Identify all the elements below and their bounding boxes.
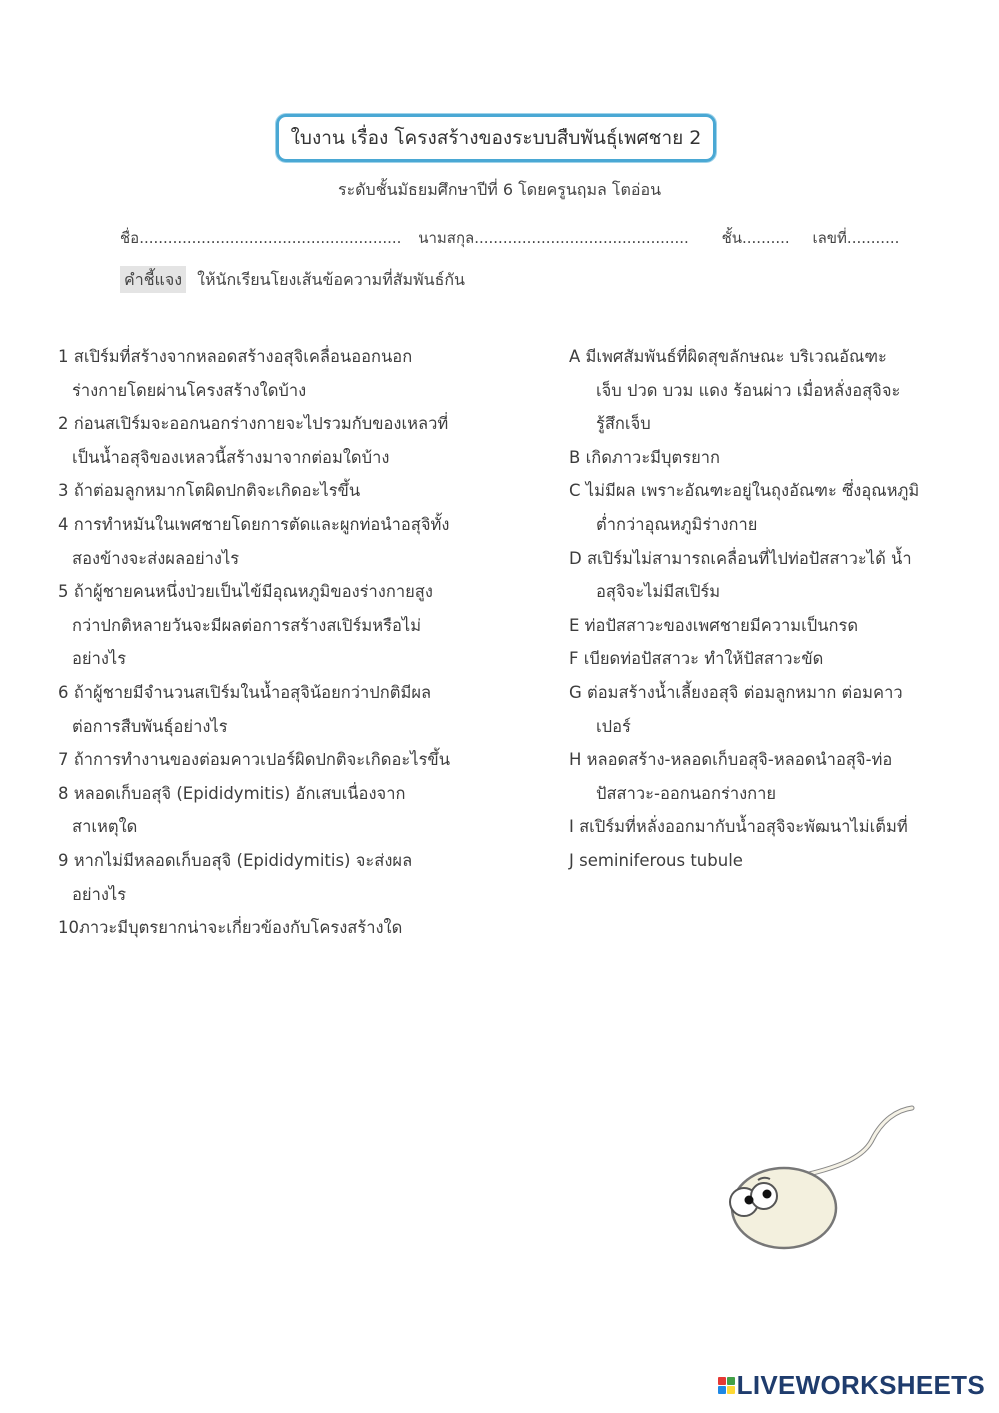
answer-item — [569, 340, 969, 441]
answer-line: เจ็บ ปวด บวม แดง ร้อนผ่าว เมื่อหลั่งอสุจิจะ — [596, 380, 901, 400]
liveworksheets-logo-icon — [718, 1377, 735, 1394]
name-field: ชื่อ....................................................... — [120, 229, 402, 247]
answer-line: D สเปิร์มไม่สามารถเคลื่อนที่ไปท่อปัสสาวะได้ น้ำ — [569, 548, 912, 568]
question-item — [58, 844, 528, 911]
answer-line: ต่ำกว่าอุณหภูมิร่างกาย — [596, 514, 758, 534]
question-item — [58, 911, 528, 945]
question-line: 4 การทำหมันในเพศชายโดยการตัดและผูกท่อนำอสุจิทั้ง — [58, 514, 450, 534]
question-item — [58, 676, 528, 743]
answer-line: B เกิดภาวะมีบุตรยาก — [569, 447, 721, 467]
subtitle: ระดับชั้นมัธยมศึกษาปีที่ 6 โดยครูนฤมล โตอ่อน — [337, 180, 662, 199]
question-line: 5 ถ้าผู้ชายคนหนึ่งป่วยเป็นไข้มีอุณหภูมิของร่างกายสูง — [58, 582, 433, 602]
answer-item — [569, 609, 969, 643]
question-line: อย่างไร — [72, 649, 127, 669]
worksheet-title — [276, 114, 716, 162]
answer-line: เปอร์ — [596, 716, 631, 736]
answer-item — [569, 642, 969, 676]
question-line: 8 หลอดเก็บอสุจิ (Epididymitis) อักเสบเนื่องจาก — [58, 783, 406, 803]
surname-field: นามสกุล............................................. — [418, 229, 689, 247]
question-item — [58, 777, 528, 844]
answer-item — [569, 474, 969, 541]
answer-line: I สเปิร์มที่หลั่งออกมากับน้ำอสุจิจะพัฒนาไม่เต็มที่ — [569, 817, 908, 837]
answer-line: C ไม่มีผล เพราะอัณฑะอยู่ในถุงอัณฑะ ซึ่งอุณหภูมิ — [569, 481, 920, 501]
question-item — [58, 575, 528, 676]
question-line: 7 ถ้าการทำงานของต่อมคาวเปอร์ผิดปกติจะเกิดอะไรขึ้น — [58, 750, 450, 770]
answer-item — [569, 844, 969, 878]
number-field: เลขที่........... — [812, 229, 900, 247]
answer-line: G ต่อมสร้างน้ำเลี้ยงอสุจิ ต่อมลูกหมาก ต่อมคาว — [569, 682, 903, 702]
question-item — [58, 407, 528, 474]
brand-text: LIVEWORKSHEETS — [736, 1370, 985, 1400]
liveworksheets-logo — [718, 1370, 985, 1401]
question-line: อย่างไร — [72, 884, 127, 904]
class-field: ชั้น.......... — [721, 229, 790, 247]
question-line: สองข้างจะส่งผลอย่างไร — [72, 548, 240, 568]
instruction-label: คำชี้แจง — [120, 266, 186, 293]
question-line: ร่างกายโดยผ่านโครงสร้างใดบ้าง — [72, 380, 307, 400]
question-line: 10ภาวะมีบุตรยากน่าจะเกี่ยวข้องกับโครงสร้างใด — [58, 918, 403, 938]
question-line: 9 หากไม่มีหลอดเก็บอสุจิ (Epididymitis) จะส่งผล — [58, 850, 413, 870]
questions-column — [58, 340, 528, 945]
answer-item — [569, 441, 969, 475]
answer-item — [569, 810, 969, 844]
answer-line: J seminiferous tubule — [569, 850, 743, 870]
instruction — [120, 268, 465, 293]
question-line: 1 สเปิร์มที่สร้างจากหลอดสร้างอสุจิเคลื่อนออกนอก — [58, 347, 413, 366]
answers-column — [569, 340, 969, 878]
question-line: สาเหตุใด — [72, 817, 138, 837]
answer-line: F เบียดท่อปัสสาวะ ทำให้ปัสสาวะขัด — [569, 649, 824, 669]
question-line: 2 ก่อนสเปิร์มจะออกนอกร่างกายจะไปรวมกับของเหลวที่ — [58, 414, 449, 434]
answer-line: A มีเพศสัมพันธ์ที่ผิดสุขลักษณะ บริเวณอัณฑะ — [569, 347, 887, 366]
question-line: 6 ถ้าผู้ชายมีจำนวนสเปิร์มในน้ำอสุจิน้อยกว่าปกติมีผล — [58, 682, 432, 702]
answer-line: รู้สึกเจ็บ — [596, 414, 651, 434]
sperm-cartoon — [722, 1100, 922, 1260]
student-info-fields — [120, 226, 905, 250]
answer-item — [569, 743, 969, 810]
question-line: ต่อการสืบพันธุ์อย่างไร — [72, 716, 228, 736]
answer-item — [569, 676, 969, 743]
answer-line: อสุจิจะไม่มีสเปิร์ม — [596, 582, 721, 602]
question-item — [58, 474, 528, 508]
question-item — [58, 508, 528, 575]
question-item — [58, 743, 528, 777]
answer-line: E ท่อปัสสาวะของเพศชายมีความเป็นกรด — [569, 615, 859, 635]
question-line: กว่าปกติหลายวันจะมีผลต่อการสร้างสเปิร์มหรือไม่ — [72, 615, 422, 635]
answer-line: H หลอดสร้าง-หลอดเก็บอสุจิ-หลอดนำอสุจิ-ท่อ — [569, 750, 893, 770]
answer-item — [569, 542, 969, 609]
answer-line: ปัสสาวะ-ออกนอกร่างกาย — [596, 783, 777, 803]
question-line: 3 ถ้าต่อมลูกหมากโตผิดปกติจะเกิดอะไรขึ้น — [58, 481, 361, 501]
question-line: เป็นน้ำอสุจิของเหลวนี้สร้างมาจากต่อมใดบ้าง — [72, 447, 390, 467]
question-item — [58, 340, 528, 407]
title-text: ใบงาน เรื่อง โครงสร้างของระบบสืบพันธุ์เพศชาย 2 — [290, 127, 702, 149]
instruction-text: ให้นักเรียนโยงเส้นข้อความที่สัมพันธ์กัน — [197, 270, 465, 289]
